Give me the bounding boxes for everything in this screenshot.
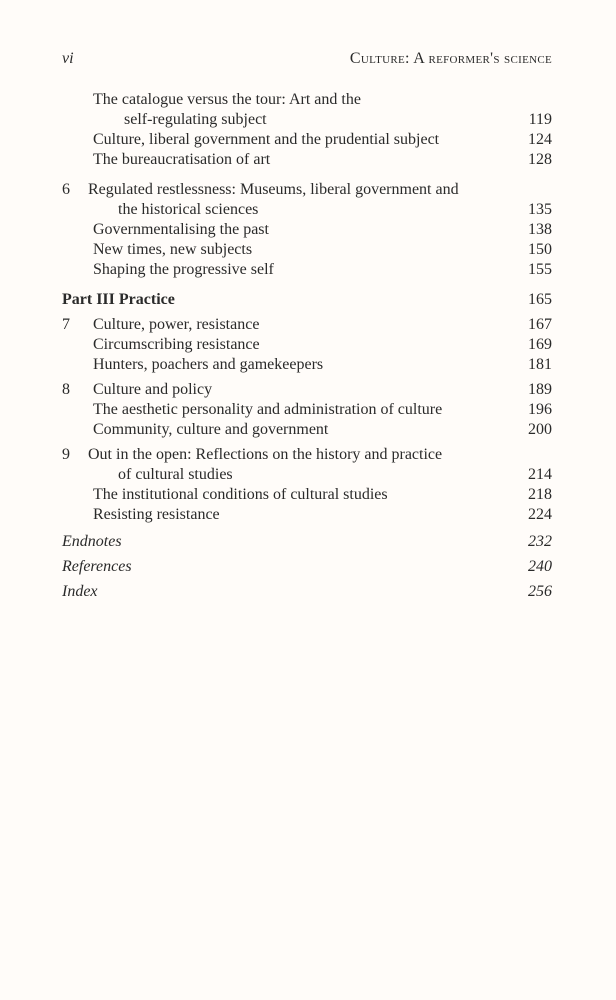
toc-page-number: 165 — [528, 291, 552, 308]
chapter-number: 6 — [62, 181, 70, 198]
toc-page-number: 167 — [528, 316, 552, 333]
chapter-title: Out in the open: Reflections on the history and practice — [88, 446, 443, 463]
toc-backmatter — [62, 554, 552, 579]
toc-chapter — [62, 465, 552, 485]
toc-entry-title: The aesthetic personality and administration of culture — [93, 401, 443, 418]
toc-entry-title: Circumscribing resistance — [93, 336, 260, 353]
chapter-title: Culture, power, resistance — [93, 316, 260, 333]
toc-entry-title: Community, culture and government — [93, 421, 329, 438]
toc-entry — [62, 505, 552, 525]
toc-backmatter — [62, 530, 552, 554]
toc-entry-title: The catalogue versus the tour: Art and the — [93, 91, 361, 108]
toc-page-number: 155 — [528, 261, 552, 278]
toc-entry — [62, 260, 552, 280]
toc-part — [62, 290, 552, 310]
table-of-contents — [62, 90, 552, 604]
toc-entry — [62, 335, 552, 355]
backmatter-title: References — [62, 558, 132, 575]
toc-page-number: 200 — [528, 421, 552, 438]
toc-entry — [62, 90, 552, 110]
running-header — [62, 50, 552, 72]
toc-page-number: 218 — [528, 486, 552, 503]
toc-page-number: 224 — [528, 506, 552, 523]
toc-entry — [62, 400, 552, 420]
toc-entry-title: The institutional conditions of cultural studies — [93, 486, 388, 503]
toc-page-number: 232 — [528, 533, 552, 550]
toc-entry-title: Culture, liberal government and the prudential subject — [93, 131, 440, 148]
toc-entry-title: The bureaucratisation of art — [93, 151, 271, 168]
toc-entry-title: Governmentalising the past — [93, 221, 269, 238]
toc-page-number: 214 — [528, 466, 552, 483]
part-title: Part III Practice — [62, 291, 175, 308]
toc-page-number: 138 — [528, 221, 552, 238]
toc-page-number: 135 — [528, 201, 552, 218]
toc-entry-title: Resisting resistance — [93, 506, 220, 523]
chapter-title: Culture and policy — [93, 381, 213, 398]
chapter-number: 9 — [62, 446, 70, 463]
toc-chapter — [62, 445, 552, 465]
toc-page-number: 119 — [528, 111, 552, 128]
toc-entry-title: self-regulating subject — [124, 111, 267, 128]
chapter-title: the historical sciences — [118, 201, 259, 218]
toc-backmatter — [62, 579, 552, 604]
chapter-title: Regulated restlessness: Museums, liberal government and — [88, 181, 459, 198]
toc-chapter — [62, 200, 552, 220]
toc-chapter — [62, 380, 552, 400]
toc-page-number: 128 — [528, 151, 552, 168]
page-folio: vi — [62, 50, 74, 67]
chapter-title: of cultural studies — [118, 466, 233, 483]
toc-page-number: 150 — [528, 241, 552, 258]
toc-entry-title: Shaping the progressive self — [93, 261, 274, 278]
toc-entry-title: Hunters, poachers and gamekeepers — [93, 356, 324, 373]
toc-entry — [62, 240, 552, 260]
toc-chapter — [62, 315, 552, 335]
chapter-number: 7 — [62, 316, 70, 333]
toc-entry — [62, 355, 552, 375]
toc-page-number: 256 — [528, 583, 552, 600]
toc-entry — [62, 485, 552, 505]
toc-page-number: 124 — [528, 131, 552, 148]
toc-entry — [62, 220, 552, 240]
toc-entry — [62, 130, 552, 150]
toc-chapter — [62, 180, 552, 200]
toc-entry — [62, 110, 552, 130]
toc-entry — [62, 150, 552, 170]
running-title: Culture: A reformer's science — [349, 50, 552, 67]
chapter-number: 8 — [62, 381, 70, 398]
toc-entry — [62, 420, 552, 440]
toc-page-number: 189 — [528, 381, 552, 398]
toc-page-number: 181 — [528, 356, 552, 373]
backmatter-title: Index — [62, 583, 98, 600]
backmatter-title: Endnotes — [62, 533, 122, 550]
toc-page-number: 240 — [528, 558, 552, 575]
toc-entry-title: New times, new subjects — [93, 241, 253, 258]
toc-page-number: 169 — [528, 336, 552, 353]
toc-page-number: 196 — [528, 401, 552, 418]
